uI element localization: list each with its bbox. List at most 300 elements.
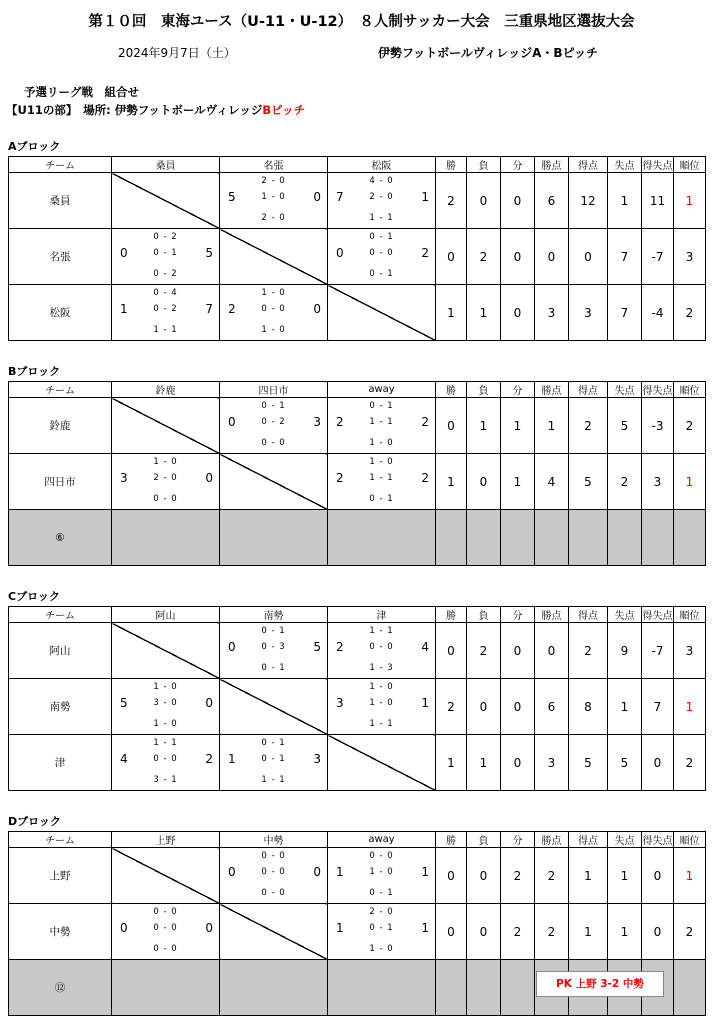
match-result [328, 229, 436, 285]
stat-loss: 0 [467, 679, 501, 735]
header-team: チーム [9, 607, 112, 623]
goals-for: 0 [336, 246, 344, 260]
header-gf: 得点 [569, 157, 608, 173]
goals-for: 5 [120, 696, 128, 710]
first-half-score: 1 - 0 [369, 457, 394, 467]
third-period-score: 0 - 1 [369, 269, 394, 279]
event-venue: 伊勢フットボールヴィレッジA・Bピッチ [378, 46, 599, 60]
third-period-score: 0 - 1 [369, 494, 394, 504]
first-half-score: 0 - 1 [261, 626, 286, 636]
stat-rank: 1 [674, 173, 706, 229]
stat-win: 1 [436, 735, 467, 791]
match-result-inner [220, 848, 327, 903]
second-half-score: 0 - 2 [261, 417, 286, 427]
header-opponent: 四日市 [220, 382, 328, 398]
stat-rank: 2 [674, 285, 706, 341]
empty-cell [112, 960, 220, 1016]
self-cell [112, 848, 220, 904]
score-line [328, 190, 435, 206]
match-result [328, 454, 436, 510]
pk-note: PK 上野 3-2 中勢 [536, 971, 664, 997]
empty-cell [674, 960, 706, 1016]
stat-loss: 0 [467, 454, 501, 510]
score-line [220, 415, 327, 431]
match-result [112, 285, 220, 341]
empty-cell [501, 960, 535, 1016]
third-period-score: 1 - 0 [369, 944, 394, 954]
match-result [112, 735, 220, 791]
first-half-score: 0 - 1 [369, 401, 394, 411]
header-opponent: 上野 [112, 832, 220, 848]
table-row [9, 848, 723, 904]
self-cell [328, 960, 436, 1016]
row-marker: ⑥ [9, 510, 112, 566]
header-loss: 負 [467, 382, 501, 398]
division-text: 【U11の部】 場所: 伊勢フットボールヴィレッジ [6, 103, 263, 117]
header-gd: 得失点 [642, 607, 674, 623]
header-gd: 得失点 [642, 382, 674, 398]
header-rank: 順位 [674, 157, 706, 173]
match-result [220, 735, 328, 791]
empty-cell [535, 510, 569, 566]
stat-loss: 1 [467, 735, 501, 791]
goals-against: 3 [313, 752, 321, 766]
header-ga: 失点 [608, 607, 642, 623]
goals-against: 3 [313, 415, 321, 429]
second-half-score: 0 - 0 [261, 304, 286, 314]
stat-draw: 0 [501, 679, 535, 735]
header-gf: 得点 [569, 832, 608, 848]
third-period-score: 1 - 0 [261, 325, 286, 335]
score-line [220, 865, 327, 881]
score-line [328, 415, 435, 431]
goals-for: 2 [336, 640, 344, 654]
stat-draw: 0 [501, 623, 535, 679]
section-title: 予選リーグ戦 組合せ [24, 85, 139, 99]
match-result-inner [220, 285, 327, 340]
second-half-score: 0 - 0 [153, 754, 178, 764]
table-row [9, 398, 723, 454]
third-period-score: 1 - 3 [369, 663, 394, 673]
table-row [9, 904, 723, 960]
header-rank: 順位 [674, 607, 706, 623]
stat-ga: 1 [608, 173, 642, 229]
table-row [9, 510, 723, 566]
goals-against: 7 [205, 302, 213, 316]
stat-draw: 1 [501, 454, 535, 510]
empty-cell [436, 510, 467, 566]
empty-cell [674, 510, 706, 566]
empty-cell [112, 510, 220, 566]
goals-for: 1 [228, 752, 236, 766]
first-half-score: 1 - 0 [369, 682, 394, 692]
first-half-score: 1 - 1 [369, 626, 394, 636]
stat-ga: 7 [608, 229, 642, 285]
goals-against: 0 [205, 471, 213, 485]
block-title: Aブロック [8, 140, 61, 153]
first-half-score: 0 - 1 [369, 232, 394, 242]
second-half-score: 2 - 0 [153, 473, 178, 483]
table-row [9, 679, 723, 735]
third-period-score: 3 - 1 [153, 775, 178, 785]
stat-gf: 5 [569, 454, 608, 510]
match-result [112, 454, 220, 510]
goals-for: 7 [336, 190, 344, 204]
goals-against: 1 [421, 865, 429, 879]
match-result-inner [112, 285, 219, 340]
empty-cell [436, 960, 467, 1016]
stat-loss: 1 [467, 398, 501, 454]
first-half-score: 1 - 0 [153, 682, 178, 692]
second-half-score: 0 - 0 [369, 642, 394, 652]
stat-points: 3 [535, 285, 569, 341]
stat-win: 2 [436, 679, 467, 735]
stat-loss: 0 [467, 173, 501, 229]
score-line [328, 246, 435, 262]
second-half-score: 2 - 0 [369, 192, 394, 202]
stat-gf: 1 [569, 848, 608, 904]
second-half-score: 0 - 1 [261, 754, 286, 764]
match-result-inner [328, 173, 435, 228]
block-title: Cブロック [8, 590, 60, 603]
third-period-score: 0 - 0 [153, 944, 178, 954]
third-period-score: 0 - 0 [261, 438, 286, 448]
stat-gd: -4 [642, 285, 674, 341]
score-line [220, 640, 327, 656]
goals-for: 0 [228, 415, 236, 429]
match-result [112, 229, 220, 285]
first-half-score: 0 - 0 [369, 851, 394, 861]
stat-gd: 0 [642, 904, 674, 960]
league-table [8, 156, 723, 341]
goals-against: 5 [313, 640, 321, 654]
header-loss: 負 [467, 157, 501, 173]
third-period-score: 1 - 0 [369, 438, 394, 448]
header-win: 勝 [436, 607, 467, 623]
stat-ga: 1 [608, 679, 642, 735]
third-period-score: 0 - 1 [369, 888, 394, 898]
empty-cell [608, 510, 642, 566]
match-result [328, 848, 436, 904]
stat-points: 0 [535, 229, 569, 285]
header-points: 勝点 [535, 157, 569, 173]
header-draw: 分 [501, 157, 535, 173]
stat-loss: 2 [467, 623, 501, 679]
header-points: 勝点 [535, 382, 569, 398]
team-name: 松阪 [9, 285, 112, 341]
match-result-inner [112, 454, 219, 509]
self-cell [220, 454, 328, 510]
stat-rank: 1 [674, 848, 706, 904]
match-result-inner [220, 735, 327, 790]
match-result-inner [112, 229, 219, 284]
match-result [220, 848, 328, 904]
stat-gf: 5 [569, 735, 608, 791]
stat-rank: 1 [674, 454, 706, 510]
second-half-score: 3 - 0 [153, 698, 178, 708]
match-result [220, 623, 328, 679]
header-opponent: 鈴鹿 [112, 382, 220, 398]
stat-gf: 8 [569, 679, 608, 735]
header-points: 勝点 [535, 832, 569, 848]
third-period-score: 2 - 0 [261, 213, 286, 223]
header-ga: 失点 [608, 832, 642, 848]
stat-gd: 0 [642, 735, 674, 791]
stat-points: 6 [535, 679, 569, 735]
stat-gf: 2 [569, 623, 608, 679]
second-half-score: 0 - 0 [153, 923, 178, 933]
goals-against: 1 [421, 190, 429, 204]
stat-ga: 9 [608, 623, 642, 679]
match-result-inner [328, 229, 435, 284]
table-header-row [9, 382, 723, 398]
match-result-inner [328, 454, 435, 509]
score-line [328, 696, 435, 712]
third-period-score: 0 - 1 [261, 663, 286, 673]
table-row [9, 173, 723, 229]
header-draw: 分 [501, 832, 535, 848]
stat-ga: 5 [608, 398, 642, 454]
block-title: Dブロック [8, 815, 61, 828]
match-result [112, 904, 220, 960]
stat-win: 0 [436, 398, 467, 454]
first-half-score: 0 - 0 [153, 907, 178, 917]
team-name: 鈴鹿 [9, 398, 112, 454]
team-name: 四日市 [9, 454, 112, 510]
first-half-score: 0 - 2 [153, 232, 178, 242]
empty-cell [467, 510, 501, 566]
team-name: 津 [9, 735, 112, 791]
second-half-score: 0 - 0 [369, 248, 394, 258]
second-half-score: 1 - 0 [261, 192, 286, 202]
stat-points: 0 [535, 623, 569, 679]
table-header-row [9, 157, 723, 173]
stat-loss: 0 [467, 848, 501, 904]
header-team: チーム [9, 382, 112, 398]
third-period-score: 1 - 1 [153, 325, 178, 335]
goals-against: 0 [205, 921, 213, 935]
third-period-score: 1 - 0 [153, 719, 178, 729]
second-half-score: 0 - 2 [153, 304, 178, 314]
stat-rank: 3 [674, 229, 706, 285]
goals-against: 5 [205, 246, 213, 260]
goals-for: 1 [120, 302, 128, 316]
second-half-score: 1 - 1 [369, 417, 394, 427]
team-name: 阿山 [9, 623, 112, 679]
stat-draw: 2 [501, 848, 535, 904]
score-line [112, 921, 219, 937]
second-half-score: 1 - 1 [369, 473, 394, 483]
stat-win: 1 [436, 454, 467, 510]
goals-for: 0 [120, 246, 128, 260]
stat-win: 0 [436, 229, 467, 285]
stat-gd: 3 [642, 454, 674, 510]
goals-for: 1 [336, 921, 344, 935]
second-half-score: 0 - 0 [261, 867, 286, 877]
score-line [328, 865, 435, 881]
score-line [112, 302, 219, 318]
second-half-score: 1 - 0 [369, 698, 394, 708]
stat-draw: 0 [501, 229, 535, 285]
score-line [112, 246, 219, 262]
first-half-score: 0 - 1 [261, 738, 286, 748]
header-opponent: 桑員 [112, 157, 220, 173]
stat-points: 4 [535, 454, 569, 510]
stat-points: 1 [535, 398, 569, 454]
stat-gd: 0 [642, 848, 674, 904]
goals-against: 0 [313, 190, 321, 204]
score-line [112, 696, 219, 712]
third-period-score: 1 - 1 [369, 213, 394, 223]
block-title: Bブロック [8, 365, 61, 378]
goals-for: 3 [336, 696, 344, 710]
team-name: 上野 [9, 848, 112, 904]
stat-gd: 7 [642, 679, 674, 735]
empty-cell [220, 960, 328, 1016]
header-ga: 失点 [608, 382, 642, 398]
empty-cell [569, 510, 608, 566]
header-win: 勝 [436, 382, 467, 398]
header-opponent: 中勢 [220, 832, 328, 848]
stat-rank: 1 [674, 679, 706, 735]
first-half-score: 4 - 0 [369, 176, 394, 186]
match-result-inner [328, 904, 435, 959]
table-row [9, 735, 723, 791]
third-period-score: 1 - 1 [261, 775, 286, 785]
score-line [112, 471, 219, 487]
stat-gd: -7 [642, 623, 674, 679]
header-team: チーム [9, 832, 112, 848]
goals-against: 4 [421, 640, 429, 654]
first-half-score: 2 - 0 [261, 176, 286, 186]
header-rank: 順位 [674, 832, 706, 848]
team-name: 名張 [9, 229, 112, 285]
match-result-inner [220, 398, 327, 453]
second-half-score: 1 - 0 [369, 867, 394, 877]
stat-gd: -7 [642, 229, 674, 285]
match-result [328, 623, 436, 679]
match-result-inner [328, 398, 435, 453]
stat-loss: 0 [467, 904, 501, 960]
header-opponent: 名張 [220, 157, 328, 173]
second-half-score: 0 - 3 [261, 642, 286, 652]
table-row [9, 285, 723, 341]
team-name: 中勢 [9, 904, 112, 960]
stat-gd: -3 [642, 398, 674, 454]
first-half-score: 0 - 4 [153, 288, 178, 298]
first-half-score: 1 - 0 [153, 457, 178, 467]
goals-for: 4 [120, 752, 128, 766]
score-line [112, 752, 219, 768]
second-half-score: 0 - 1 [153, 248, 178, 258]
stat-win: 2 [436, 173, 467, 229]
match-result [112, 679, 220, 735]
stat-points: 6 [535, 173, 569, 229]
match-result-inner [328, 848, 435, 903]
goals-against: 2 [421, 415, 429, 429]
table-row [9, 229, 723, 285]
table-row [9, 623, 723, 679]
goals-for: 2 [336, 415, 344, 429]
match-result-inner [112, 735, 219, 790]
goals-against: 0 [205, 696, 213, 710]
stat-draw: 0 [501, 735, 535, 791]
stat-rank: 2 [674, 904, 706, 960]
header-draw: 分 [501, 382, 535, 398]
header-points: 勝点 [535, 607, 569, 623]
first-half-score: 2 - 0 [369, 907, 394, 917]
header-opponent: 南勢 [220, 607, 328, 623]
pitch-label: Bピッチ [262, 103, 306, 117]
header-rank: 順位 [674, 382, 706, 398]
score-line [328, 640, 435, 656]
stat-ga: 1 [608, 848, 642, 904]
empty-cell [220, 510, 328, 566]
first-half-score: 0 - 1 [261, 401, 286, 411]
stat-points: 2 [535, 848, 569, 904]
match-result [328, 679, 436, 735]
self-cell [220, 229, 328, 285]
header-ga: 失点 [608, 157, 642, 173]
header-draw: 分 [501, 607, 535, 623]
stat-draw: 1 [501, 398, 535, 454]
score-line [328, 471, 435, 487]
self-cell [220, 904, 328, 960]
row-marker: ⑫ [9, 960, 112, 1016]
third-period-score: 1 - 1 [369, 719, 394, 729]
match-result [220, 173, 328, 229]
stat-win: 0 [436, 904, 467, 960]
first-half-score: 1 - 0 [261, 288, 286, 298]
third-period-score: 0 - 0 [153, 494, 178, 504]
match-result-inner [220, 623, 327, 678]
header-gd: 得失点 [642, 157, 674, 173]
stat-ga: 2 [608, 454, 642, 510]
goals-against: 2 [205, 752, 213, 766]
goals-for: 0 [120, 921, 128, 935]
header-opponent: 松阪 [328, 157, 436, 173]
header-opponent: away [328, 382, 436, 398]
header-team: チーム [9, 157, 112, 173]
goals-against: 1 [421, 921, 429, 935]
match-result-inner [328, 679, 435, 734]
match-result-inner [328, 623, 435, 678]
goals-for: 0 [228, 865, 236, 879]
goals-for: 5 [228, 190, 236, 204]
stat-win: 0 [436, 623, 467, 679]
third-period-score: 0 - 0 [261, 888, 286, 898]
self-cell [112, 398, 220, 454]
header-win: 勝 [436, 832, 467, 848]
first-half-score: 1 - 1 [153, 738, 178, 748]
score-line [220, 302, 327, 318]
goals-against: 2 [421, 246, 429, 260]
stat-rank: 2 [674, 735, 706, 791]
header-opponent: 阿山 [112, 607, 220, 623]
stat-rank: 2 [674, 398, 706, 454]
third-period-score: 0 - 2 [153, 269, 178, 279]
stat-gf: 1 [569, 904, 608, 960]
stat-ga: 7 [608, 285, 642, 341]
empty-cell [501, 510, 535, 566]
self-cell [112, 173, 220, 229]
division-label [6, 102, 305, 118]
first-half-score: 0 - 0 [261, 851, 286, 861]
self-cell [112, 623, 220, 679]
second-half-score: 0 - 1 [369, 923, 394, 933]
score-line [220, 190, 327, 206]
stat-gf: 2 [569, 398, 608, 454]
